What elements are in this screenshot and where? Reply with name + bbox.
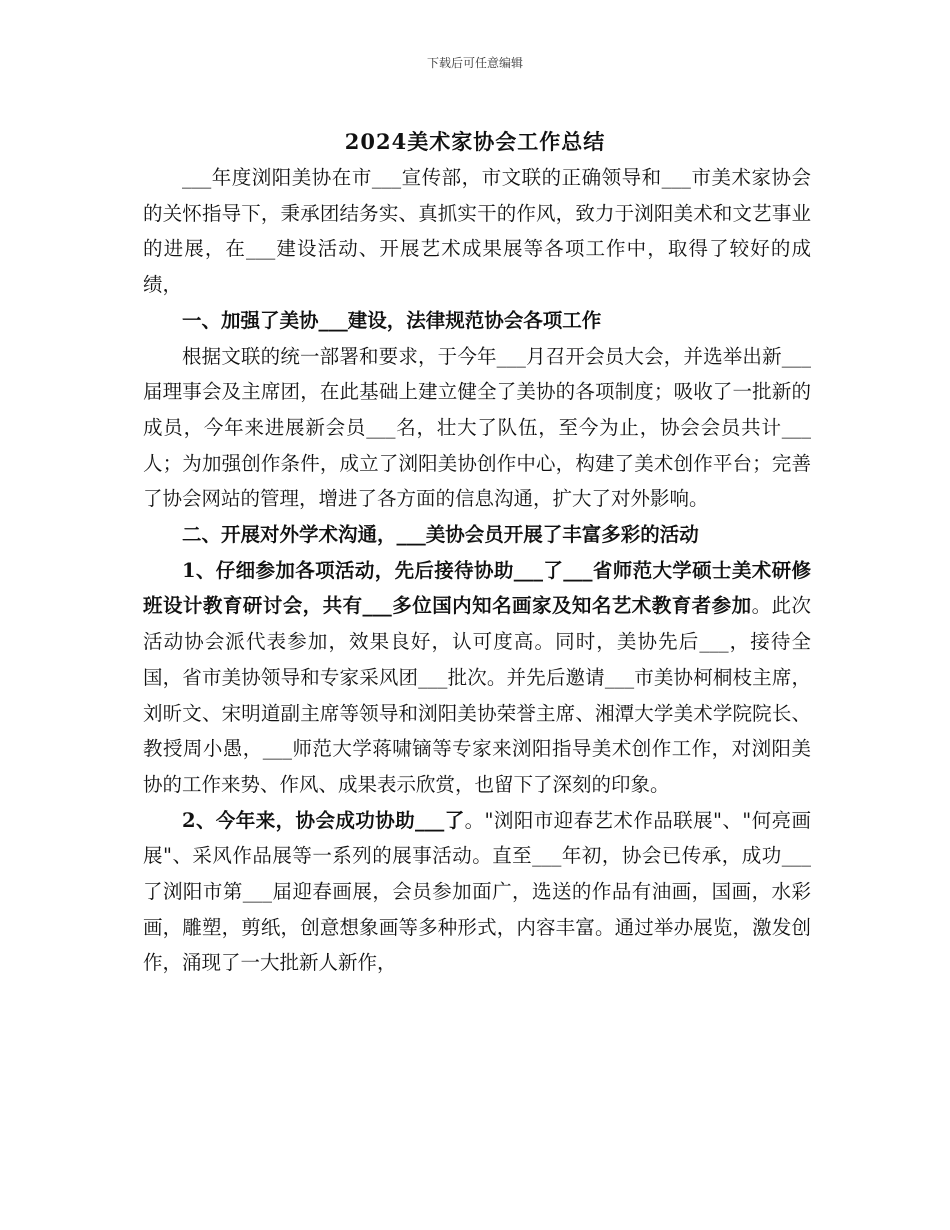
paragraph-membership: 根据文联的统一部署和要求，于今年___月召开会员大会，并选举出新___届理事会及主席团，在此基础上建立健全了美协的各项制度；吸收了一批新的成员，今年来进展新会员___名，壮大了队伍，至今为止，协会会员共计___人；为加强创作条件，成立了浏阳美协创作中心，构建了美术创作平台；完善了协会网站的管理，增进了各方面的信息沟通，扩大了对外影响。	[143, 344, 811, 511]
paragraph-exhibitions-body: 。"浏阳市迎春艺术作品联展"、"何亮画展"、采风作品展等一系列的展事活动。直至___年初，协会已传承，成功___了浏阳市第___届迎春画展，会员参加面广，选送的作品有油画，国画，水彩画，雕塑，剪纸，创意想象画等多种形式，内容丰富。通过举办展览，激发创作，涌现了一大批新人新作，	[143, 808, 811, 975]
paragraph-activities-lead: 1、仔细参加各项活动，先后接待协助___了___省师范大学硕士美术研修班设计教育研讨会，共有___多位国内知名画家及知名艺术教育者参加	[143, 558, 811, 618]
section-heading-2: 二、开展对外学术沟通，___美协会员开展了丰富多彩的活动	[182, 523, 699, 547]
document-title: 2024美术家协会工作总结	[344, 129, 606, 154]
header-note: 下载后可任意编辑	[426, 56, 523, 70]
intro-paragraph: ___年度浏阳美协在市___宣传部，市文联的正确领导和___市美术家协会的关怀指导下，秉承团结务实、真抓实干的作风，致力于浏阳美术和文艺事业的进展，在___建设活动、开展艺术成果展等各项工作中，取得了较好的成绩，	[143, 166, 811, 297]
paragraph-activities-body: 。此次活动协会派代表参加，效果良好，认可度高。同时，美协先后___，接待全国，省市美协领导和专家采风团___批次。并先后邀请___市美协柯桐枝主席，刘昕文、宋明道副主席等领导和浏阳美协荣誉主席、湘潭大学美术学院院长、教授周小愚，___师范大学蒋啸镝等专家来浏阳指导美术创作工作，对浏阳美协的工作来势、作风、成果表示欣赏，也留下了深刻的印象。	[143, 594, 811, 796]
paragraph-exhibitions	[143, 803, 811, 982]
paragraph-activities	[143, 553, 811, 803]
section-heading-1: 一、加强了美协___建设，法律规范协会各项工作	[182, 308, 602, 332]
paragraph-exhibitions-lead: 2、今年来，协会成功协助___了	[182, 808, 465, 832]
document-body	[143, 160, 811, 981]
